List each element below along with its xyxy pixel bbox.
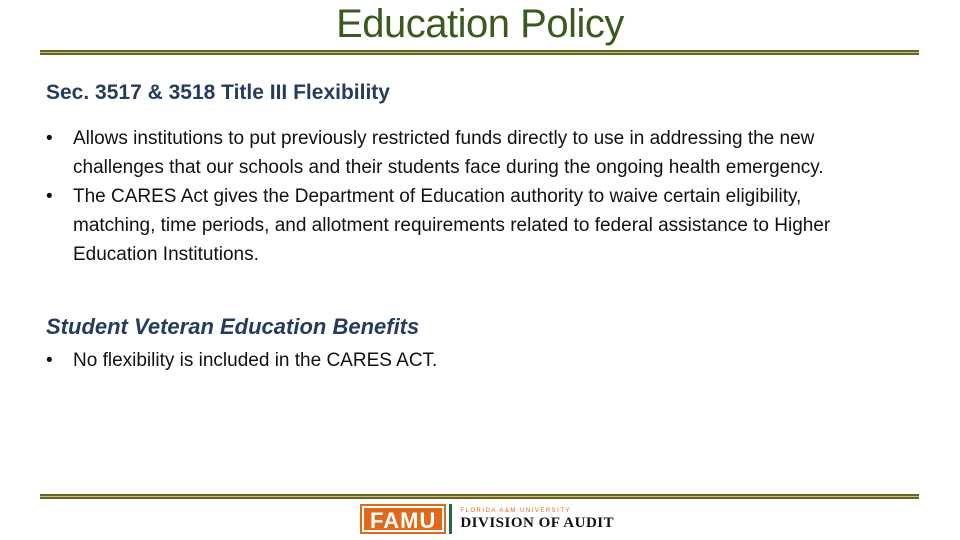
bullet-icon: • (46, 350, 53, 371)
bullet-list-veteran-benefits (46, 346, 876, 375)
bullet-icon: • (46, 186, 53, 207)
logo-text-block (460, 504, 614, 534)
bullet-list-title-iii (46, 124, 876, 269)
famu-logo-text: FAMU (360, 504, 446, 534)
section-heading-veteran-benefits: Student Veteran Education Benefits (46, 314, 420, 339)
bottom-divider (40, 494, 919, 499)
section-heading-title-iii: Sec. 3517 & 3518 Title III Flexibility (46, 81, 390, 104)
list-item (46, 346, 876, 375)
list-item (46, 124, 876, 182)
bullet-icon: • (46, 128, 53, 149)
list-item-text: No flexibility is included in the CARES ACT. (73, 350, 438, 371)
logo-divider (449, 504, 452, 534)
slide-title: Education Policy (336, 2, 624, 46)
famu-division-of-audit-logo (360, 504, 614, 534)
division-name: DIVISION OF AUDIT (460, 514, 615, 531)
top-divider (40, 50, 919, 55)
list-item-text: The CARES Act gives the Department of Education authority to waive certain eligibility, matching, time periods, and allotment requirements related to federal assistance to Higher Education Institutions. (73, 186, 831, 265)
list-item-text: Allows institutions to put previously restricted funds directly to use in addressing the new challenges that our schools and their students face during the ongoing health emergency. (73, 128, 824, 178)
list-item (46, 182, 876, 269)
university-name: FLORIDA A&M UNIVERSITY (460, 507, 572, 514)
